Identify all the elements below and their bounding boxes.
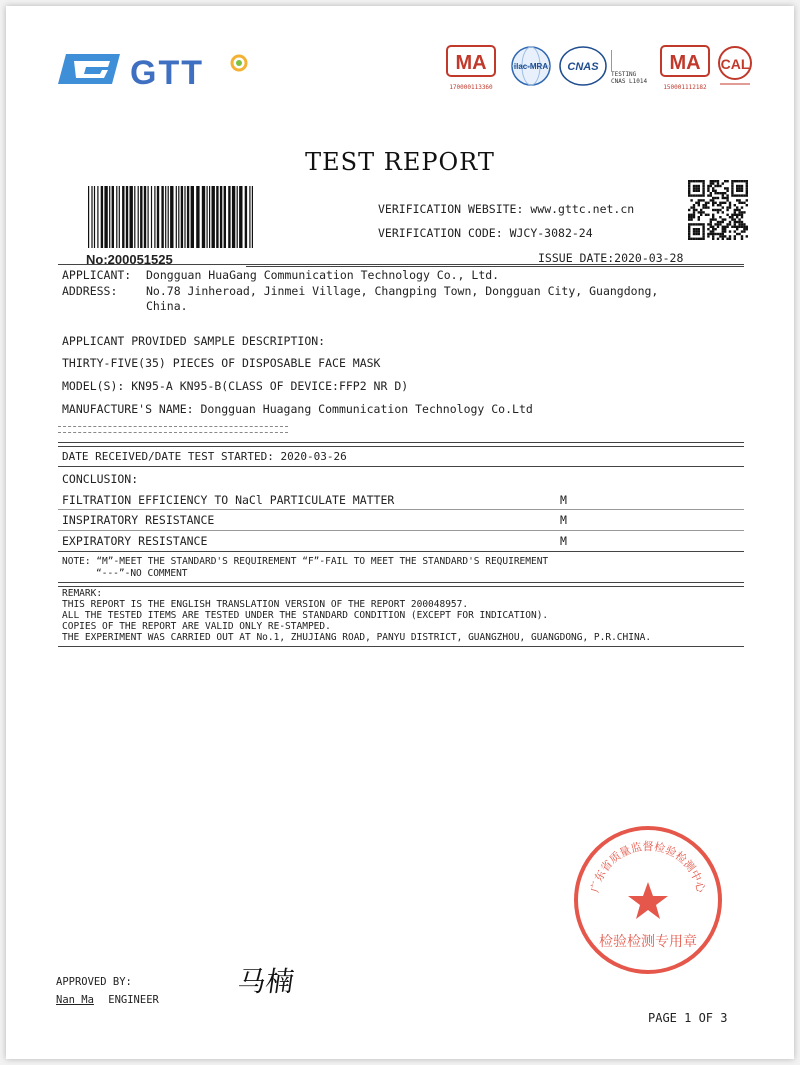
divider <box>58 530 744 531</box>
note-line-2: “---”-NO COMMENT <box>96 568 188 579</box>
conclusion-item-label: EXPIRATORY RESISTANCE <box>62 534 208 548</box>
remark-line: COPIES OF THE REPORT ARE VALID ONLY RE-STAMPED. <box>62 621 331 632</box>
stamp-bottom-text: 检验检测专用章 <box>599 934 697 950</box>
svg-text:MA: MA <box>455 52 487 74</box>
verification-code-label: VERIFICATION CODE: <box>378 226 503 240</box>
qr-code-icon <box>688 180 748 240</box>
ma2-number: 150001112182 <box>663 84 707 91</box>
conclusion-item-result: M <box>560 534 567 548</box>
remark-line: THIS REPORT IS THE ENGLISH TRANSLATION VERSION OF THE REPORT 200048957. <box>62 599 469 610</box>
applicant-label: APPLICANT: <box>62 268 132 282</box>
divider <box>246 266 744 267</box>
cert-cnas <box>558 44 608 94</box>
approver <box>56 994 159 1006</box>
verification-website <box>378 202 634 216</box>
cnas-logo-icon <box>558 44 608 88</box>
remark-line: THE EXPERIMENT WAS CARRIED OUT AT No.1, ZHUJIANG ROAD, PANYU DISTRICT, GUANGZHOU, GUANGDONG, P.R.CHINA. <box>62 632 652 643</box>
ma-logo-icon <box>658 44 712 80</box>
sample-heading: APPLICANT PROVIDED SAMPLE DESCRIPTION: <box>62 334 326 348</box>
svg-text:CAL: CAL <box>720 56 750 72</box>
svg-text:MA: MA <box>669 52 701 74</box>
signature: 马楠 <box>235 965 297 998</box>
divider <box>58 551 744 552</box>
ilac-globe-icon <box>508 44 554 88</box>
cnas-number: CNAS L1014 <box>611 78 648 85</box>
brand-name: GTT <box>130 54 204 92</box>
ma1-number: 170000113360 <box>449 84 493 91</box>
official-stamp-icon <box>572 824 724 976</box>
remark-heading: REMARK: <box>62 588 103 599</box>
cnas-label: CNAS <box>567 61 599 73</box>
remark-line: ALL THE TESTED ITEMS ARE TESTED UNDER THE STANDARD CONDITION (EXCEPT FOR INDICATION). <box>62 610 549 621</box>
cert-ma-2 <box>658 44 712 94</box>
dashed-divider <box>58 426 288 427</box>
address-line-1: No.78 Jinheroad, Jinmei Village, Changping Town, Dongguan City, Guangdong, <box>146 284 659 298</box>
stamp-ring-text: 广东省质量监督检验检测中心 <box>588 840 708 894</box>
report-title: TEST REPORT <box>305 148 495 176</box>
conclusion-item-result: M <box>560 493 567 507</box>
date-received: DATE RECEIVED/DATE TEST STARTED: 2020-03-26 <box>62 450 347 463</box>
approver-name: Nan Ma <box>56 994 94 1006</box>
note-line-1: NOTE: “M”-MEET THE STANDARD'S REQUIREMENT “F”-FAIL TO MEET THE STANDARD'S REQUIREMENT <box>62 556 549 567</box>
cnas-details <box>611 50 655 85</box>
cnas-cn-placeholder <box>611 50 655 71</box>
gtt-logo-icon <box>56 50 122 88</box>
dashed-divider <box>58 432 288 433</box>
divider <box>58 646 744 647</box>
report-page <box>6 6 794 1059</box>
double-divider <box>58 442 744 447</box>
cnas-testing: TESTING <box>611 71 637 78</box>
barcode-icon <box>86 186 256 248</box>
page-number: PAGE 1 OF 3 <box>648 1011 728 1025</box>
verification-website-label: VERIFICATION WEBSITE: <box>378 202 524 216</box>
cal-logo-icon <box>714 44 756 88</box>
verification-website-value[interactable]: www.gttc.net.cn <box>530 202 635 216</box>
double-divider <box>58 582 744 587</box>
conclusion-item-result: M <box>560 513 567 527</box>
cert-ma-1 <box>444 44 498 94</box>
brand-dot-icon <box>230 54 248 72</box>
verification-code <box>378 226 593 240</box>
divider <box>58 509 744 510</box>
conclusion-heading: CONCLUSION: <box>62 472 139 486</box>
sample-model: MODEL(S): KN95-A KN95-B(CLASS OF DEVICE:FFP2 NR D) <box>62 379 409 393</box>
approved-by-label: APPROVED BY: <box>56 976 132 988</box>
ilac-label: ilac-MRA <box>513 62 549 71</box>
address-label: ADDRESS: <box>62 284 118 298</box>
conclusion-item-label: INSPIRATORY RESISTANCE <box>62 513 215 527</box>
cert-ilac <box>508 44 554 94</box>
report-number: No:200051525 <box>86 252 173 267</box>
ma-logo-icon <box>444 44 498 80</box>
verification-code-value: WJCY-3082-24 <box>509 226 593 240</box>
applicant-value: Dongguan HuaGang Communication Technology Co., Ltd. <box>146 268 500 282</box>
sample-description: THIRTY-FIVE(35) PIECES OF DISPOSABLE FACE MASK <box>62 356 381 370</box>
address-line-2: China. <box>146 299 188 313</box>
divider <box>58 466 744 467</box>
issue-date: ISSUE DATE:2020-03-28 <box>538 251 684 265</box>
sample-manufacturer: MANUFACTURE'S NAME: Dongguan Huagang Communication Technology Co.Ltd <box>62 402 533 416</box>
approver-role: ENGINEER <box>108 994 159 1006</box>
conclusion-item-label: FILTRATION EFFICIENCY TO NaCl PARTICULATE MATTER <box>62 493 395 507</box>
